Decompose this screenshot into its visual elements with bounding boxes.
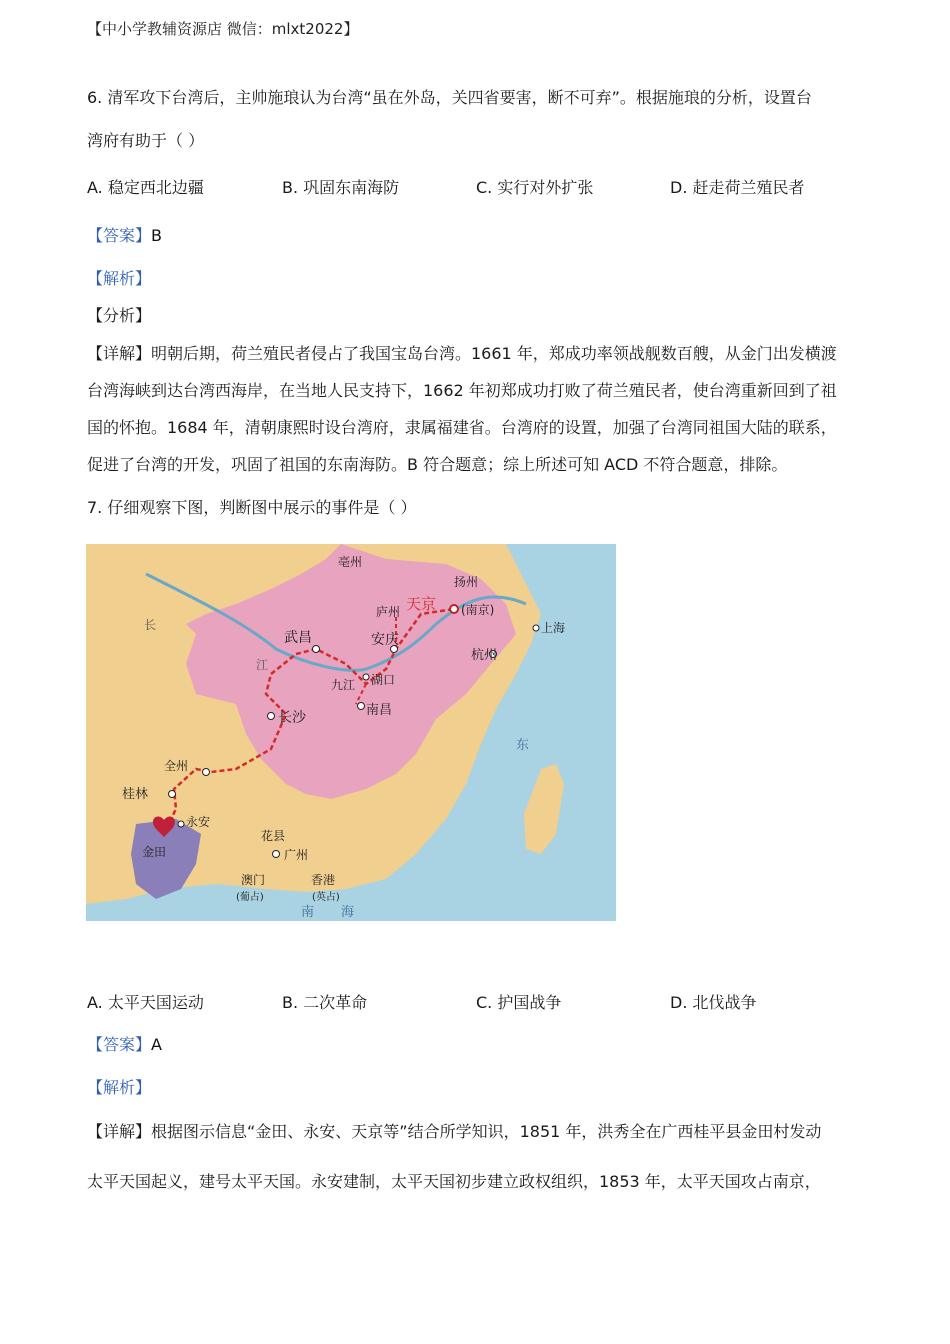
label-yangzhou: 扬州 (454, 575, 479, 589)
q7-detail-line2: 太平天国起义，建号太平天国。永安建制，太平天国初步建立政权组织，1853 年，太平天国攻占南京， (87, 1172, 821, 1191)
guangzhou-dot (273, 851, 280, 858)
label-xianggang: 香港 (311, 873, 336, 887)
shanghai-dot (533, 625, 539, 631)
label-guilin: 桂林 (122, 787, 149, 802)
label-hangzhou: 杭州 (471, 648, 498, 663)
label-hukou: 湖口 (371, 673, 396, 687)
q7-stem: 7. 仔细观察下图，判断图中展示的事件是（ ） (87, 498, 417, 517)
hukou-dot (363, 674, 369, 680)
label-yongan: 永安 (186, 815, 211, 829)
label-wuchang: 武昌 (284, 630, 312, 646)
label-quanzhou: 全州 (164, 759, 189, 773)
label-chang: 长 (144, 618, 157, 632)
q6-option-c: C. 实行对外扩张 (476, 178, 594, 197)
label-nanjing: (南京) (461, 603, 495, 617)
label-putao: (葡占) (236, 892, 264, 903)
label-nanchang: 南昌 (366, 703, 393, 718)
label-changsha: 长沙 (278, 710, 306, 726)
q7-detail-line1: 【详解】根据图示信息“金田、永安、天京等”结合所学知识，1851 年，洪秀全在广西桂平县金田村发动 (87, 1122, 822, 1141)
q6-option-d: D. 赶走荷兰殖民者 (670, 178, 805, 197)
label-huaxian: 花县 (261, 829, 286, 843)
q7-analysis-tag: 【解析】 (87, 1078, 152, 1097)
q7-answer (87, 1035, 162, 1055)
q6-analysis-tag: 【解析】 (87, 269, 152, 288)
label-hai: 海 (341, 905, 355, 920)
answer-tag: 【答案】 (87, 226, 152, 245)
label-anqing: 安庆 (371, 632, 399, 648)
quanzhou-dot (203, 769, 210, 776)
q6-detail-line4: 促进了台湾的开发，巩固了祖国的东南海防。B 符合题意；综上所述可知 ACD 不符合题意，排除。 (87, 455, 788, 474)
label-jiujiang: 九江 (331, 678, 356, 692)
taiping-map (86, 544, 616, 921)
q6-detail-line3: 国的怀抱。1684 年，清朝康熙时设台湾府，隶属福建省。台湾府的设置，加强了台湾同祖国大陆的联系， (87, 418, 837, 437)
wuchang-dot (313, 646, 320, 653)
yongan-dot (178, 821, 184, 827)
page-header: 【中小学教辅资源店 微信：mlxt2022】 (87, 20, 359, 38)
label-bozhou: 亳州 (338, 555, 363, 569)
q6-option-a: A. 稳定西北边疆 (87, 178, 204, 197)
q7-option-d: D. 北伐战争 (670, 993, 757, 1012)
q6-detail-line2: 台湾海峡到达台湾西海岸，在当地人民支持下，1662 年初郑成功打败了荷兰殖民者，使台湾重新回到了祖 (87, 381, 837, 400)
label-aomen: 澳门 (241, 873, 266, 887)
answer-value: A (151, 1035, 162, 1054)
q7-option-c: C. 护国战争 (476, 993, 562, 1012)
q6-detail-line1: 【详解】明朝后期，荷兰殖民者侵占了我国宝岛台湾。1661 年，郑成功率领战舰数百艘，从金门出发横渡 (87, 344, 837, 363)
label-yingzhan: (英占) (312, 892, 340, 903)
q7-option-a: A. 太平天国运动 (87, 993, 204, 1012)
guilin-dot (169, 791, 176, 798)
q7-option-b: B. 二次革命 (282, 993, 368, 1012)
label-shanghai: 上海 (541, 621, 566, 635)
label-jiang: 江 (256, 658, 269, 672)
label-jintian: 金田 (142, 845, 167, 859)
q6-fenxi-tag: 【分析】 (87, 306, 152, 325)
q6-answer (87, 226, 162, 246)
changsha-dot (268, 713, 275, 720)
answer-value: B (151, 226, 162, 245)
answer-tag: 【答案】 (87, 1035, 152, 1054)
label-tianjing: 天京 (406, 595, 437, 613)
q6-option-b: B. 巩固东南海防 (282, 178, 400, 197)
label-dong: 东 (516, 738, 530, 753)
tianjing-dot (450, 605, 458, 613)
nanchang-dot (358, 703, 365, 710)
label-nan: 南 (301, 905, 315, 920)
q6-stem-line1: 6. 清军攻下台湾后，主帅施琅认为台湾“虽在外岛，关四省要害，断不可弃”。根据施琅的分析，设置台 (87, 88, 812, 107)
q6-stem-line2: 湾府有助于（ ） (87, 131, 205, 150)
label-guangzhou: 广州 (284, 848, 309, 862)
label-luzhou: 庐州 (376, 605, 401, 619)
